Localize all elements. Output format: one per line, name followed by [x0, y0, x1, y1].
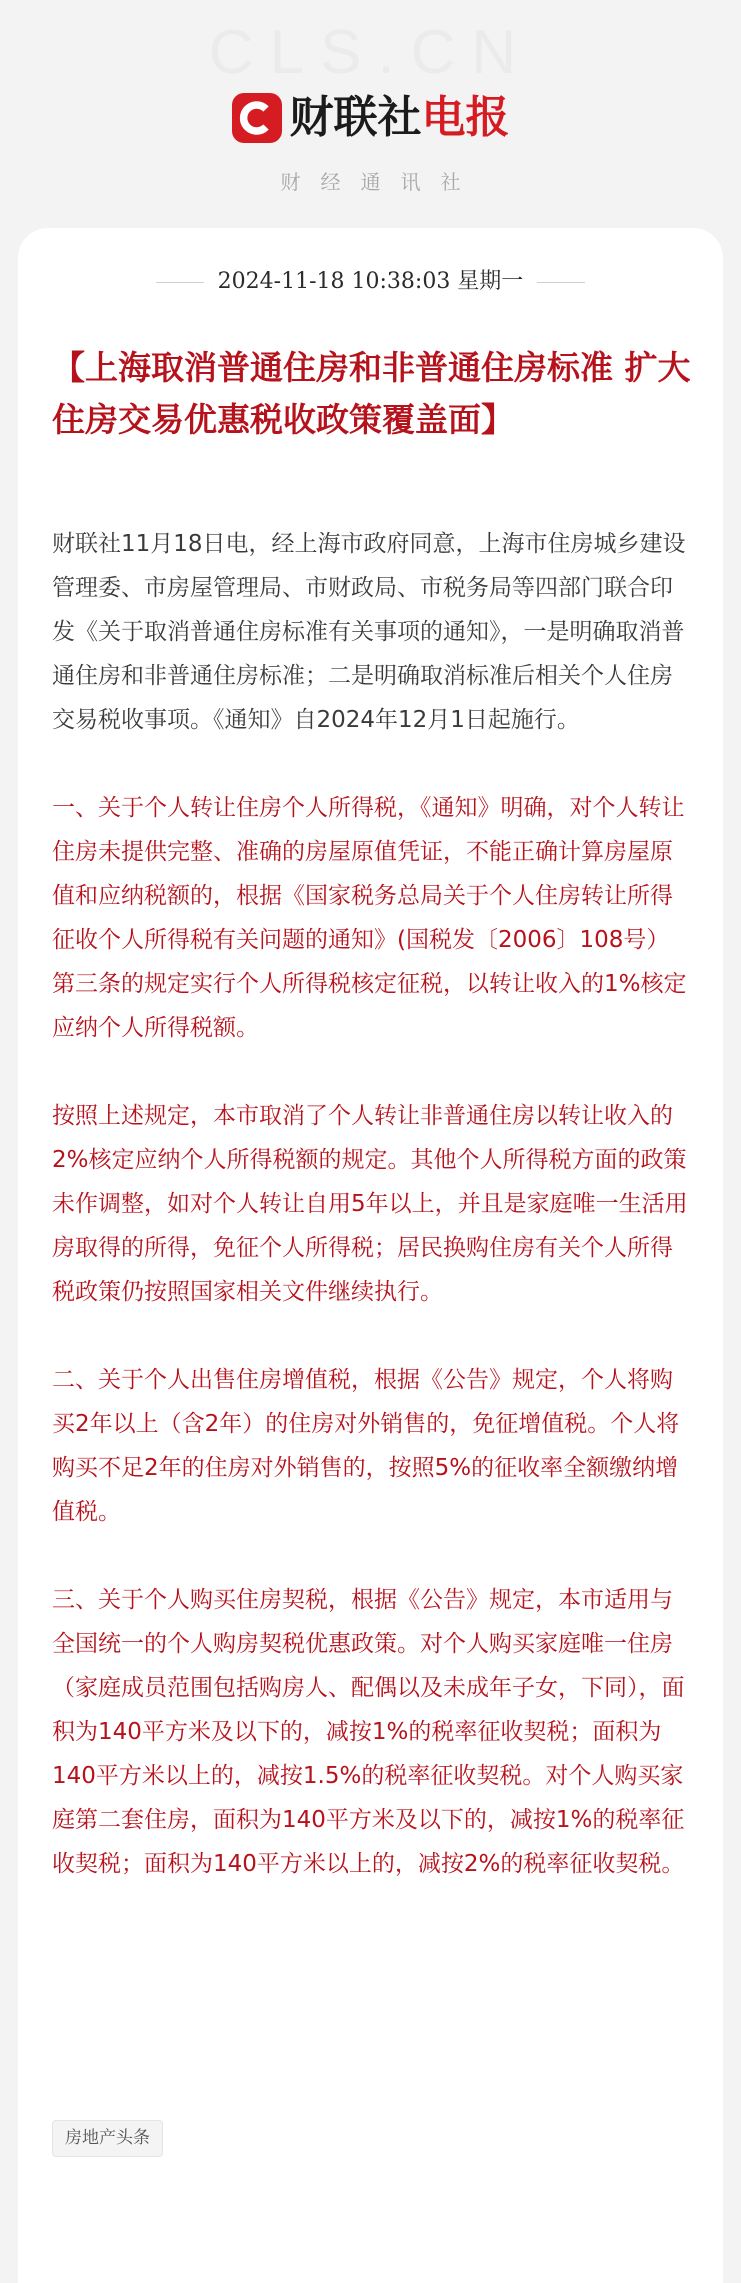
cls-logo-icon — [232, 93, 282, 143]
timestamp-row — [18, 266, 723, 298]
brand-header — [0, 92, 741, 144]
article-paragraph-income-tax: 一、关于个人转让住房个人所得税，《通知》明确，对个人转让住房未提供完整、准确的房屋原值凭证，不能正确计算房屋原值和应纳税额的，根据《国家税务总局关于个人住房转让所得征收个人所得税有关问题的通知》(国税发〔2006〕108号）第三条的规定实行个人所得税核定征税，以转让收入的1%核定应纳个人所得税额。 — [52, 795, 687, 1041]
article-paragraph-vat: 二、关于个人出售住房增值税，根据《公告》规定，个人将购买2年以上（含2年）的住房对外销售的，免征增值税。个人将购买不足2年的住房对外销售的，按照5%的征收率全额缴纳增值税。 — [52, 1367, 680, 1525]
timestamp-rule-right — [537, 282, 585, 283]
article-paragraph-deed-tax: 三、关于个人购买住房契税，根据《公告》规定，本市适用与全国统一的个人购房契税优惠政策。对个人购买家庭唯一住房（家庭成员范围包括购房人、配偶以及未成年子女，下同），面积为140平方米及以下的，减按1%的税率征收契税；面积为140平方米以上的，减按1.5%的税率征收契税。对个人购买家庭第二套住房，面积为140平方米及以下的，减按1%的税率征收契税；面积为140平方米以上的，减按2%的税率征收契税。 — [52, 1587, 685, 1877]
brand-name — [290, 92, 510, 144]
topic-tag[interactable]: 房地产头条 — [52, 2120, 163, 2157]
cls-logo-glyph — [232, 93, 282, 143]
brand-tagline: 财经通讯社 — [280, 170, 481, 194]
timestamp-rule-left — [156, 282, 204, 283]
article-paragraph-income-tax-followup: 按照上述规定，本市取消了个人转让非普通住房以转让收入的2%核定应纳个人所得税额的规定。其他个人所得税方面的政策未作调整，如对个人转让自用5年以上，并且是家庭唯一生活用房取得的所得，免征个人所得税；居民换购住房有关个人所得税政策仍按照国家相关文件继续执行。 — [52, 1103, 688, 1305]
article-timestamp: 2024-11-18 10:38:03 星期一 — [217, 269, 524, 294]
article-paragraph-intro: 财联社11月18日电，经上海市政府同意，上海市住房城乡建设管理委、市房屋管理局、市财政局、市税务局等四部门联合印发《关于取消普通住房标准有关事项的通知》，一是明确取消普通住房和非普通住房标准；二是明确取消标准后相关个人住房交易税收事项。《通知》自2024年12月1日起施行。 — [52, 531, 686, 733]
article-headline: 【上海取消普通住房和非普通住房标准 扩大住房交易优惠税收政策覆盖面】 — [52, 348, 691, 439]
brand-name-main: 财联社 — [289, 92, 422, 143]
watermark: CLS.CN — [208, 18, 533, 87]
brand-name-accent: 电报 — [421, 92, 510, 143]
article-body — [52, 522, 692, 1930]
article-card — [18, 228, 723, 2283]
